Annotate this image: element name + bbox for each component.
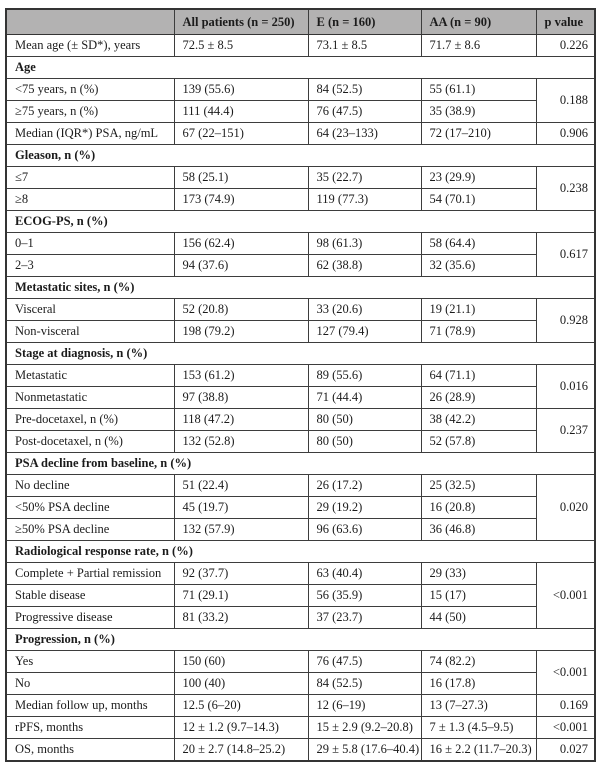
value-cell: 92 (37.7) xyxy=(174,563,308,585)
value-cell: 44 (50) xyxy=(421,607,536,629)
header-cell-aa: AA (n = 90) xyxy=(421,9,536,35)
value-cell: 15 (17) xyxy=(421,585,536,607)
row-label-cell: Nonmetastatic xyxy=(6,387,174,409)
value-cell: 26 (28.9) xyxy=(421,387,536,409)
section-row xyxy=(6,343,595,365)
row-label-cell: 2–3 xyxy=(6,255,174,277)
value-cell: 127 (79.4) xyxy=(308,321,421,343)
value-cell: 7 ± 1.3 (4.5–9.5) xyxy=(421,717,536,739)
value-cell: 35 (38.9) xyxy=(421,101,536,123)
row-label-cell: Yes xyxy=(6,651,174,673)
p-value-cell: 0.237 xyxy=(536,409,595,453)
table-row xyxy=(6,563,595,585)
row-label-cell: Median (IQR*) PSA, ng/mL xyxy=(6,123,174,145)
section-header-cell: Radiological response rate, n (%) xyxy=(6,541,595,563)
table-row xyxy=(6,167,595,189)
table-row xyxy=(6,475,595,497)
value-cell: 38 (42.2) xyxy=(421,409,536,431)
table-row xyxy=(6,79,595,101)
p-value-cell: <0.001 xyxy=(536,717,595,739)
value-cell: 76 (47.5) xyxy=(308,651,421,673)
section-header-cell: Stage at diagnosis, n (%) xyxy=(6,343,595,365)
row-label-cell: Complete + Partial remission xyxy=(6,563,174,585)
value-cell: 63 (40.4) xyxy=(308,563,421,585)
row-label-cell: 0–1 xyxy=(6,233,174,255)
p-value-cell: 0.188 xyxy=(536,79,595,123)
table-row xyxy=(6,255,595,277)
table-row xyxy=(6,739,595,762)
value-cell: 37 (23.7) xyxy=(308,607,421,629)
section-header-cell: Progression, n (%) xyxy=(6,629,595,651)
row-label-cell: Median follow up, months xyxy=(6,695,174,717)
value-cell: 16 ± 2.2 (11.7–20.3) xyxy=(421,739,536,762)
row-label-cell: ≥75 years, n (%) xyxy=(6,101,174,123)
value-cell: 33 (20.6) xyxy=(308,299,421,321)
p-value-cell: <0.001 xyxy=(536,651,595,695)
value-cell: 56 (35.9) xyxy=(308,585,421,607)
table-row xyxy=(6,673,595,695)
value-cell: 35 (22.7) xyxy=(308,167,421,189)
section-row xyxy=(6,277,595,299)
table-row xyxy=(6,519,595,541)
table-header xyxy=(6,9,595,35)
row-label-cell: No xyxy=(6,673,174,695)
value-cell: 12 ± 1.2 (9.7–14.3) xyxy=(174,717,308,739)
table-row xyxy=(6,233,595,255)
table-row xyxy=(6,189,595,211)
table-row xyxy=(6,321,595,343)
value-cell: 89 (55.6) xyxy=(308,365,421,387)
value-cell: 80 (50) xyxy=(308,409,421,431)
p-value-cell: 0.928 xyxy=(536,299,595,343)
value-cell: 23 (29.9) xyxy=(421,167,536,189)
table-row xyxy=(6,101,595,123)
value-cell: 119 (77.3) xyxy=(308,189,421,211)
header-cell-all-patients: All patients (n = 250) xyxy=(174,9,308,35)
table-row xyxy=(6,387,595,409)
section-header-cell: Gleason, n (%) xyxy=(6,145,595,167)
value-cell: 84 (52.5) xyxy=(308,673,421,695)
table-body xyxy=(6,35,595,762)
row-label-cell: Progressive disease xyxy=(6,607,174,629)
value-cell: 118 (47.2) xyxy=(174,409,308,431)
value-cell: 29 (33) xyxy=(421,563,536,585)
value-cell: 12.5 (6–20) xyxy=(174,695,308,717)
row-label-cell: <75 years, n (%) xyxy=(6,79,174,101)
row-label-cell: Mean age (± SD*), years xyxy=(6,35,174,57)
value-cell: 173 (74.9) xyxy=(174,189,308,211)
table-row xyxy=(6,585,595,607)
p-value-cell: <0.001 xyxy=(536,563,595,629)
value-cell: 67 (22–151) xyxy=(174,123,308,145)
value-cell: 45 (19.7) xyxy=(174,497,308,519)
value-cell: 71 (44.4) xyxy=(308,387,421,409)
value-cell: 98 (61.3) xyxy=(308,233,421,255)
table-row xyxy=(6,365,595,387)
row-label-cell: Non-visceral xyxy=(6,321,174,343)
value-cell: 81 (33.2) xyxy=(174,607,308,629)
value-cell: 36 (46.8) xyxy=(421,519,536,541)
value-cell: 26 (17.2) xyxy=(308,475,421,497)
p-value-cell: 0.238 xyxy=(536,167,595,211)
value-cell: 80 (50) xyxy=(308,431,421,453)
section-header-cell: Age xyxy=(6,57,595,79)
p-value-cell: 0.169 xyxy=(536,695,595,717)
table-row xyxy=(6,695,595,717)
row-label-cell: Post-docetaxel, n (%) xyxy=(6,431,174,453)
header-cell-p-value: p value xyxy=(536,9,595,35)
table-row xyxy=(6,431,595,453)
value-cell: 76 (47.5) xyxy=(308,101,421,123)
value-cell: 100 (40) xyxy=(174,673,308,695)
section-row xyxy=(6,629,595,651)
value-cell: 16 (17.8) xyxy=(421,673,536,695)
value-cell: 58 (25.1) xyxy=(174,167,308,189)
header-cell-empty xyxy=(6,9,174,35)
table-row xyxy=(6,717,595,739)
row-label-cell: OS, months xyxy=(6,739,174,762)
row-label-cell: ≥50% PSA decline xyxy=(6,519,174,541)
value-cell: 64 (71.1) xyxy=(421,365,536,387)
table-row xyxy=(6,497,595,519)
value-cell: 150 (60) xyxy=(174,651,308,673)
value-cell: 198 (79.2) xyxy=(174,321,308,343)
value-cell: 71 (29.1) xyxy=(174,585,308,607)
section-header-cell: Metastatic sites, n (%) xyxy=(6,277,595,299)
value-cell: 72.5 ± 8.5 xyxy=(174,35,308,57)
value-cell: 153 (61.2) xyxy=(174,365,308,387)
value-cell: 19 (21.1) xyxy=(421,299,536,321)
baseline-characteristics-table xyxy=(5,8,596,762)
value-cell: 84 (52.5) xyxy=(308,79,421,101)
row-label-cell: <50% PSA decline xyxy=(6,497,174,519)
value-cell: 97 (38.8) xyxy=(174,387,308,409)
value-cell: 25 (32.5) xyxy=(421,475,536,497)
table-row xyxy=(6,607,595,629)
p-value-cell: 0.617 xyxy=(536,233,595,277)
value-cell: 94 (37.6) xyxy=(174,255,308,277)
value-cell: 16 (20.8) xyxy=(421,497,536,519)
row-label-cell: Metastatic xyxy=(6,365,174,387)
value-cell: 12 (6–19) xyxy=(308,695,421,717)
table-row xyxy=(6,409,595,431)
value-cell: 54 (70.1) xyxy=(421,189,536,211)
value-cell: 156 (62.4) xyxy=(174,233,308,255)
value-cell: 52 (20.8) xyxy=(174,299,308,321)
value-cell: 62 (38.8) xyxy=(308,255,421,277)
value-cell: 29 (19.2) xyxy=(308,497,421,519)
table-row xyxy=(6,299,595,321)
value-cell: 139 (55.6) xyxy=(174,79,308,101)
value-cell: 29 ± 5.8 (17.6–40.4) xyxy=(308,739,421,762)
table-row xyxy=(6,35,595,57)
value-cell: 74 (82.2) xyxy=(421,651,536,673)
header-row xyxy=(6,9,595,35)
value-cell: 96 (63.6) xyxy=(308,519,421,541)
p-value-cell: 0.020 xyxy=(536,475,595,541)
row-label-cell: ≤7 xyxy=(6,167,174,189)
value-cell: 58 (64.4) xyxy=(421,233,536,255)
p-value-cell: 0.027 xyxy=(536,739,595,762)
table-row xyxy=(6,123,595,145)
row-label-cell: Stable disease xyxy=(6,585,174,607)
header-cell-e: E (n = 160) xyxy=(308,9,421,35)
p-value-cell: 0.906 xyxy=(536,123,595,145)
section-row xyxy=(6,57,595,79)
section-row xyxy=(6,453,595,475)
value-cell: 71 (78.9) xyxy=(421,321,536,343)
value-cell: 20 ± 2.7 (14.8–25.2) xyxy=(174,739,308,762)
value-cell: 132 (52.8) xyxy=(174,431,308,453)
value-cell: 132 (57.9) xyxy=(174,519,308,541)
p-value-cell: 0.016 xyxy=(536,365,595,409)
value-cell: 13 (7–27.3) xyxy=(421,695,536,717)
row-label-cell: rPFS, months xyxy=(6,717,174,739)
value-cell: 71.7 ± 8.6 xyxy=(421,35,536,57)
value-cell: 72 (17–210) xyxy=(421,123,536,145)
value-cell: 73.1 ± 8.5 xyxy=(308,35,421,57)
row-label-cell: No decline xyxy=(6,475,174,497)
section-row xyxy=(6,211,595,233)
section-header-cell: PSA decline from baseline, n (%) xyxy=(6,453,595,475)
p-value-cell: 0.226 xyxy=(536,35,595,57)
section-row xyxy=(6,541,595,563)
section-row xyxy=(6,145,595,167)
value-cell: 111 (44.4) xyxy=(174,101,308,123)
value-cell: 55 (61.1) xyxy=(421,79,536,101)
value-cell: 64 (23–133) xyxy=(308,123,421,145)
row-label-cell: Visceral xyxy=(6,299,174,321)
value-cell: 15 ± 2.9 (9.2–20.8) xyxy=(308,717,421,739)
table-row xyxy=(6,651,595,673)
row-label-cell: Pre-docetaxel, n (%) xyxy=(6,409,174,431)
value-cell: 52 (57.8) xyxy=(421,431,536,453)
value-cell: 32 (35.6) xyxy=(421,255,536,277)
value-cell: 51 (22.4) xyxy=(174,475,308,497)
section-header-cell: ECOG-PS, n (%) xyxy=(6,211,595,233)
row-label-cell: ≥8 xyxy=(6,189,174,211)
